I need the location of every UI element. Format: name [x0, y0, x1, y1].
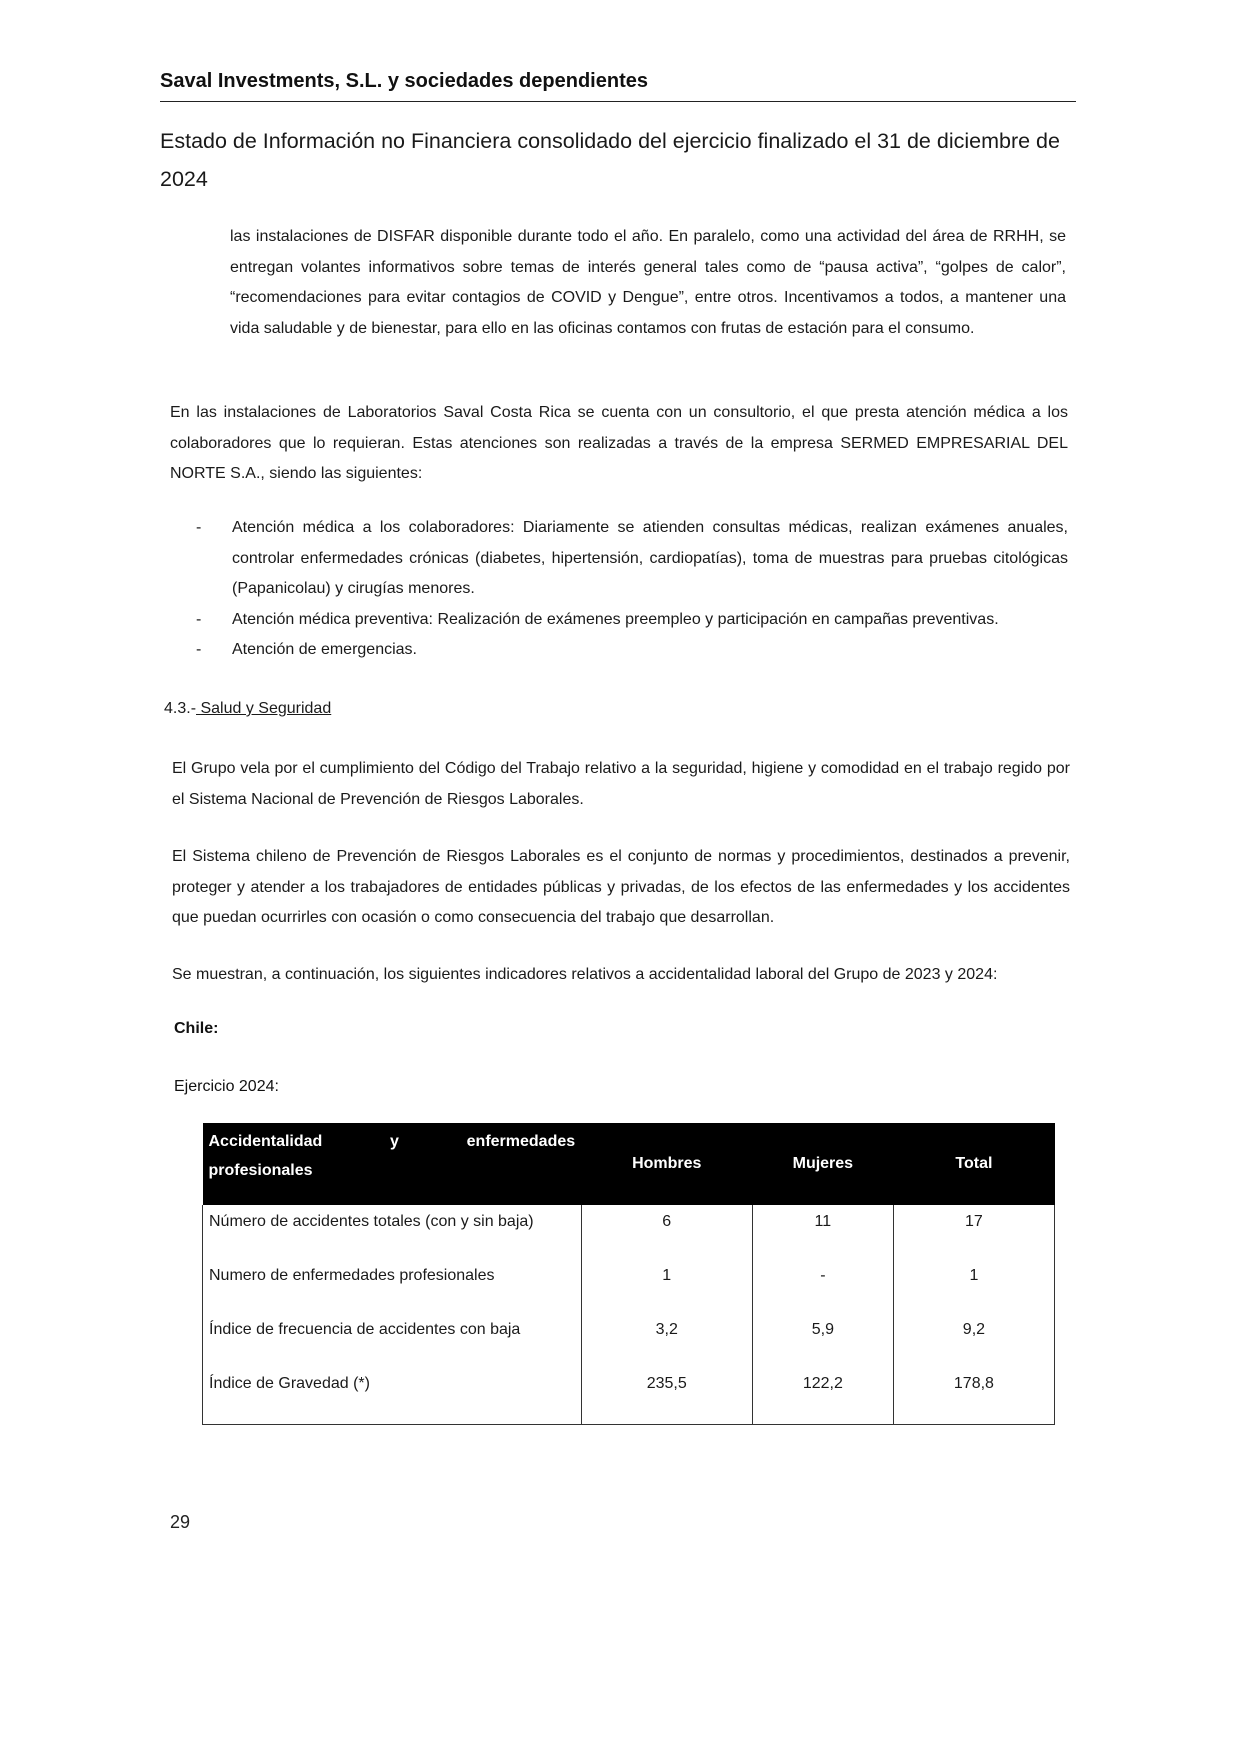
cell-hombres: 3,2 — [581, 1313, 752, 1367]
medical-services-list — [170, 513, 1068, 666]
ejercicio-label: Ejercicio 2024: — [174, 1078, 279, 1095]
table-row — [203, 1313, 1055, 1367]
page-number: 29 — [170, 1512, 191, 1532]
cell-mujeres: 5,9 — [752, 1313, 893, 1367]
intro-paragraph: las instalaciones de DISFAR disponible durante todo el año. En paralelo, como una actividad del área de RRHH, se entregan volantes informativos sobre temas de interés general tales como de “pausa activa”, “golpes de calor”, “recomendaciones para evitar contagios de COVID y Dengue”, entre otros. Incentivamos a todos, a mantener una vida saludable y de bienestar, para ello en las oficinas contamos con frutas de estación para el consumo. — [230, 228, 1066, 337]
list-item-text: Atención médica preventiva: Realización de exámenes preempleo y participación en campañas preventivas. — [232, 610, 999, 628]
header-accidentalidad: Accidentalidad y enfermedades profesionales — [203, 1123, 582, 1205]
list-item — [170, 513, 1068, 605]
section-title: Salud y Seguridad — [200, 700, 332, 717]
report-subtitle: Estado de Información no Financiera consolidado del ejercicio finalizado el 31 de diciembre de 2024 — [160, 129, 1060, 191]
cell-hombres: 6 — [581, 1205, 752, 1259]
table-row — [203, 1259, 1055, 1313]
indicadores-paragraph: Se muestran, a continuación, los siguientes indicadores relativos a accidentalidad laboral del Grupo de 2023 y 2024: — [172, 966, 998, 983]
cell-total: 17 — [893, 1205, 1054, 1259]
cell-total: 9,2 — [893, 1313, 1054, 1367]
list-item — [170, 605, 1068, 636]
cell-mujeres: 11 — [752, 1205, 893, 1259]
sistema-paragraph: El Sistema chileno de Prevención de Riesgos Laborales es el conjunto de normas y procedimientos, destinados a prevenir, proteger y atender a los trabajadores de entidades públicas y privadas, de los efectos de las enfermedades y los accidentes que puedan ocurrirles con ocasión o como consecuencia del trabajo que desarrollan. — [172, 848, 1070, 926]
table-header-row — [203, 1123, 1055, 1205]
costa-rica-paragraph: En las instalaciones de Laboratorios Saval Costa Rica se cuenta con un consultorio, el que presta atención médica a los colaboradores que lo requieran. Estas atenciones son realizadas a través de la empresa SERMED EMPRESARIAL DEL NORTE S.A., siendo las siguientes: — [170, 404, 1068, 482]
section-heading — [164, 700, 331, 718]
bullet-dash: - — [196, 610, 202, 628]
list-item — [170, 635, 1068, 666]
cell-total: 178,8 — [893, 1367, 1054, 1425]
row-label: Índice de Gravedad (*) — [203, 1367, 582, 1425]
list-item-text: Atención de emergencias. — [232, 641, 417, 658]
bullet-dash: - — [196, 519, 202, 536]
accidentalidad-table — [202, 1123, 1055, 1425]
row-label: Numero de enfermedades profesionales — [203, 1259, 582, 1313]
cell-hombres: 235,5 — [581, 1367, 752, 1425]
row-label: Número de accidentes totales (con y sin baja) — [203, 1205, 582, 1259]
table-row — [203, 1205, 1055, 1259]
cell-hombres: 1 — [581, 1259, 752, 1313]
list-item-text: Atención médica a los colaboradores: Diariamente se atienden consultas médicas, realizan exámenes anuales, controlar enfermedades crónicas (diabetes, hipertensión, cardiopatías), toma de muestras para pruebas citológicas (Papanicolau) y cirugías menores. — [232, 519, 1068, 597]
cell-mujeres: - — [752, 1259, 893, 1313]
codigo-paragraph: El Grupo vela por el cumplimiento del Código del Trabajo relativo a la seguridad, higiene y comodidad en el trabajo regido por el Sistema Nacional de Prevención de Riesgos Laborales. — [172, 760, 1070, 808]
header-total: Total — [893, 1123, 1054, 1205]
bullet-dash: - — [196, 641, 202, 658]
cell-total: 1 — [893, 1259, 1054, 1313]
company-header: Saval Investments, S.L. y sociedades dependientes — [160, 70, 1076, 102]
country-label: Chile: — [174, 1020, 219, 1037]
header-hombres: Hombres — [581, 1123, 752, 1205]
table-row — [203, 1367, 1055, 1425]
row-label: Índice de frecuencia de accidentes con baja — [203, 1313, 582, 1367]
header-mujeres: Mujeres — [752, 1123, 893, 1205]
section-number: 4.3.- — [164, 700, 197, 717]
cell-mujeres: 122,2 — [752, 1367, 893, 1425]
